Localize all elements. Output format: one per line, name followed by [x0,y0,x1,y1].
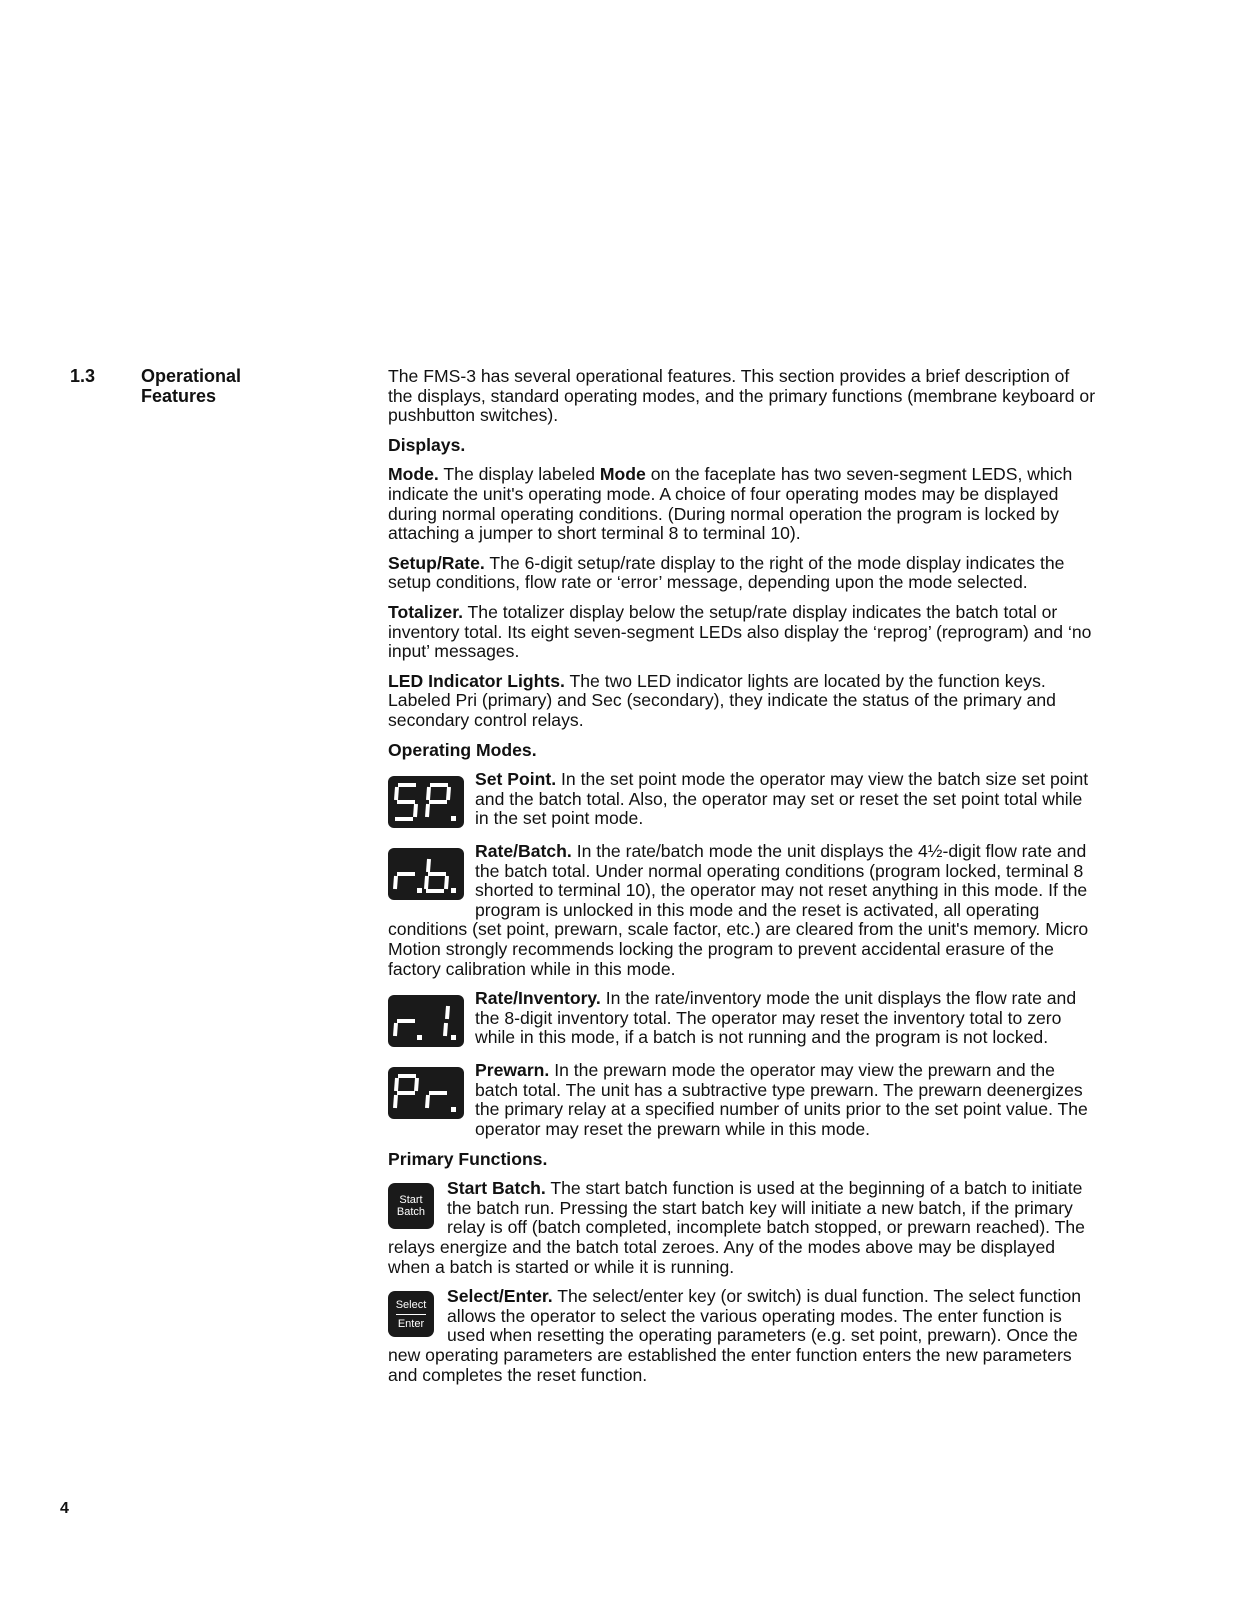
prewarn-text: In the prewarn mode the operator may view the prewarn and the batch total. The unit has a subtractive type prewarn. The prewarn deenergizes the primary relay at a specified number of units prior to the set point value. The operator may reset the prewarn while in this mode. [475,1060,1088,1140]
section-title [141,366,241,406]
rate-batch-text: In the rate/batch mode the unit displays the 4½-digit flow rate and the batch total. Under normal operating conditions (program locked, terminal 8 shorted to terminal 10), the operator may not reset anything in this mode. If the program is unlocked in this mode and the reset is activated, all operating conditions (set point, prewarn, scale factor, etc.) are cleared from the unit's memory. Micro Motion strongly recommends locking the program to prevent accidental erasure of the factory calibration while in this mode. [388,841,1089,979]
set-point-paragraph [388,770,1098,829]
rate-inventory-block [388,989,1098,1051]
setup-rate-paragraph [388,554,1098,593]
rate-inventory-text: In the rate/inventory mode the unit displays the flow rate and the 8-digit inventory total. The operator may reset the inventory total to zero while in this mode, if a batch is not running and the program is not locked. [475,989,1077,1048]
operating-modes-heading: Operating Modes. [388,739,537,760]
set-point-term: Set Point. [475,770,557,790]
mode-text-post: on the faceplate has two seven-segment LEDS, which indicate the unit's operating mode. A choice of four operating modes may be displayed during normal operating conditions. (During normal operation the program is locked by attaching a jumper to short terminal 8 to terminal 10). [388,464,1073,544]
prewarn-term: Prewarn. [475,1060,550,1081]
totalizer-paragraph [388,603,1098,662]
setup-rate-text: The 6-digit setup/rate display to the right of the mode display indicates the setup conditions, flow rate or ‘error’ message, depending upon the mode selected. [388,552,1065,593]
section-title-line2: Features [141,386,217,406]
select-enter-paragraph [388,1287,1098,1385]
select-enter-key-line1: Select [395,1298,427,1311]
select-enter-block [388,1287,1098,1385]
start-batch-block [388,1179,1098,1277]
start-batch-key-line2: Batch [396,1206,426,1219]
led-lights-text: The two LED indicator lights are located by the function keys. Labeled Pri (primary) and Sec (secondary), they indicate the status of the primary and secondary control relays. [388,670,1056,730]
seven-segment-sp-icon [388,776,464,828]
select-enter-key-divider [396,1314,426,1315]
rate-batch-term: Rate/Batch. [475,841,572,862]
rate-inventory-paragraph [388,989,1098,1048]
led-lights-term: LED Indicator Lights. [388,670,565,691]
section-body [388,367,1098,1395]
seven-segment-pr-icon [388,1067,464,1119]
mode-paragraph [388,465,1098,543]
prewarn-block [388,1061,1098,1139]
displays-heading: Displays. [388,434,466,455]
mode-text-pre: The display labeled [443,464,596,485]
section-title-line1: Operational [141,366,242,386]
setup-rate-term: Setup/Rate. [388,552,485,573]
start-batch-text: The start batch function is used at the beginning of a batch to initiate the batch run. Pressing the start batch key will initiate a new batch, if the primary relay is off (batch completed, incomplete batch stopped, or prewarn reached). The relays energize and the batch total zeroes. Any of the modes above may be displayed when a batch is started or while it is running. [388,1178,1085,1277]
prewarn-paragraph [388,1061,1098,1139]
section-number: 1.3 [70,366,96,386]
select-enter-term: Select/Enter. [447,1286,553,1307]
select-enter-text: The select/enter key (or switch) is dual function. The select function allows the operator to select the various operating modes. The enter function is used when resetting the operating parameters (e.g. set point, prewarn). Once the new operating parameters are established the enter function enters the new parameters and completes the reset function. [388,1286,1082,1385]
totalizer-text: The totalizer display below the setup/rate display indicates the batch total or inventory total. Its eight seven-segment LEDs also display the ‘reprog’ (reprogram) and ‘no input’ messages. [388,601,1092,662]
rate-batch-paragraph [388,842,1098,979]
totalizer-term: Totalizer. [388,601,463,622]
mode-term: Mode. [388,464,439,485]
start-batch-key-line1: Start [399,1194,423,1207]
select-enter-key-line2: Enter [397,1317,425,1330]
primary-functions-heading: Primary Functions. [388,1148,548,1169]
intro-paragraph: The FMS-3 has several operational features. This section provides a brief description of the displays, standard operating modes, and the primary functions (membrane keyboard or pushbutton switches). [388,366,1096,426]
led-lights-paragraph [388,672,1098,731]
rate-batch-block [388,842,1098,979]
set-point-text: In the set point mode the operator may view the batch size set point and the batch total. Also, the operator may set or reset the set point total while in the set point mode. [475,770,1089,829]
seven-segment-rb-icon [388,848,464,900]
page-number: 4 [60,1500,69,1517]
seven-segment-ri-icon [388,995,464,1047]
mode-text-bold: Mode [599,464,646,485]
rate-inventory-term: Rate/Inventory. [475,989,601,1009]
start-batch-key-icon [388,1183,434,1229]
start-batch-term: Start Batch. [447,1178,546,1199]
start-batch-paragraph [388,1179,1098,1277]
select-enter-key-icon [388,1291,434,1337]
set-point-block [388,770,1098,832]
